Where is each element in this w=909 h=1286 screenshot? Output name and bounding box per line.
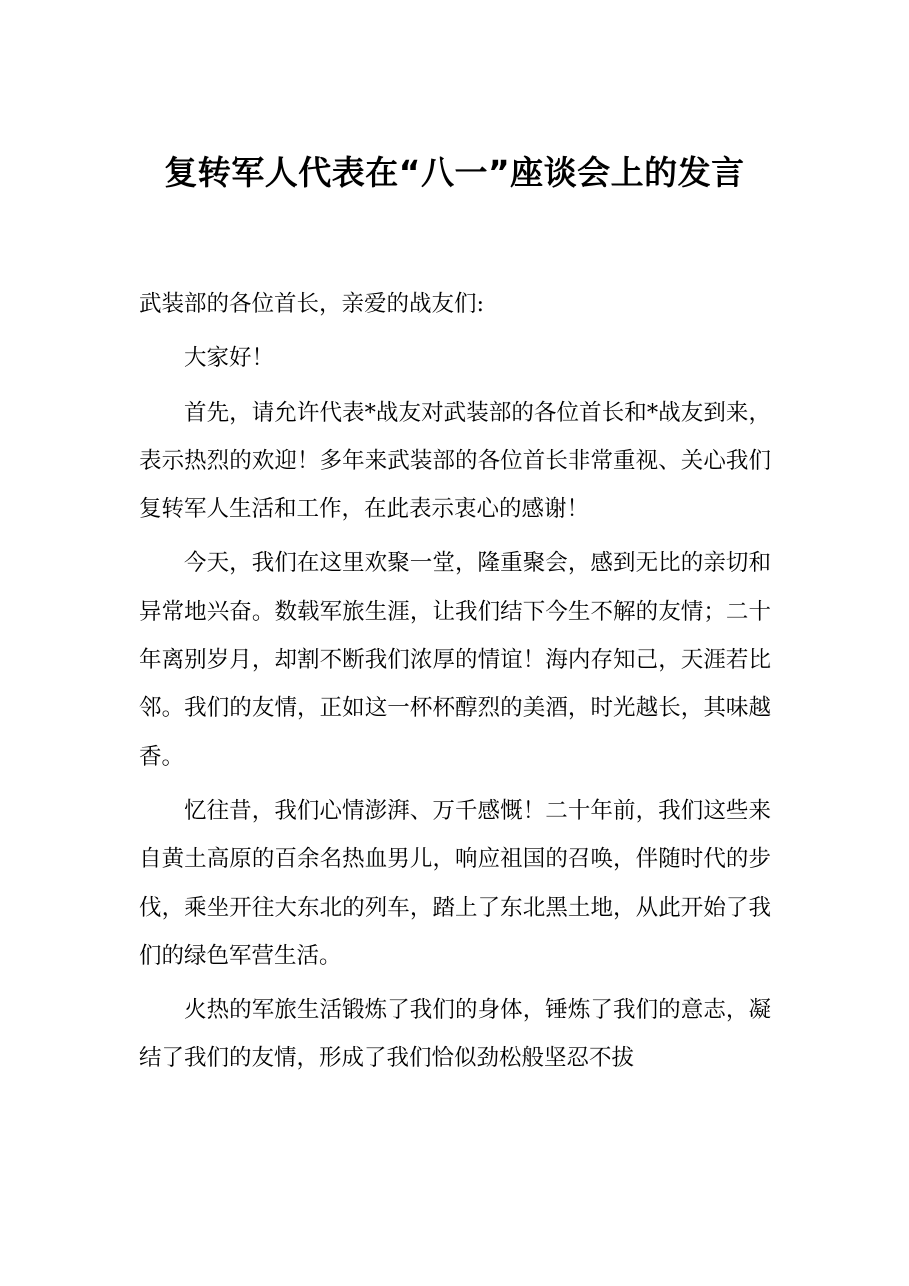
paragraph-greeting: 大家好！ (184, 345, 275, 372)
document-title: 复转军人代表在“八一”座谈会上的发言 (164, 153, 745, 192)
paragraph-memories: 忆往昔，我们心情澎湃、万千感慨！二十年前，我们这些来自黄土高原的百余名热血男儿，响应祖国的召唤，伴随时代的步伐，乘坐开往大东北的列车，踏上了东北黑土地，从此开始了我们的绿色军营生活。 (139, 797, 771, 969)
document-body (139, 280, 771, 1089)
paragraph-military-life: 火热的军旅生活锻炼了我们的身体，锤炼了我们的意志，凝结了我们的友情，形成了我们恰似劲松般坚忍不拔 (139, 997, 771, 1072)
salutation: 武装部的各位首长，亲爱的战友们: (139, 291, 485, 317)
paragraph-welcome: 首先，请允许代表*战友对武装部的各位首长和*战友到来，表示热烈的欢迎！多年来武装部的各位首长非常重视、关心我们复转军人生活和工作，在此表示衷心的感谢！ (139, 399, 771, 523)
paragraph-reunion: 今天，我们在这里欢聚一堂，隆重聚会，感到无比的亲切和异常地兴奋。数载军旅生涯，让我们结下今生不解的友情；二十年离别岁月，却割不断我们浓厚的情谊！海内存知己，天涯若比邻。我们的友情，正如这一杯杯醇烈的美酒，时光越长，其味越香。 (139, 550, 771, 770)
